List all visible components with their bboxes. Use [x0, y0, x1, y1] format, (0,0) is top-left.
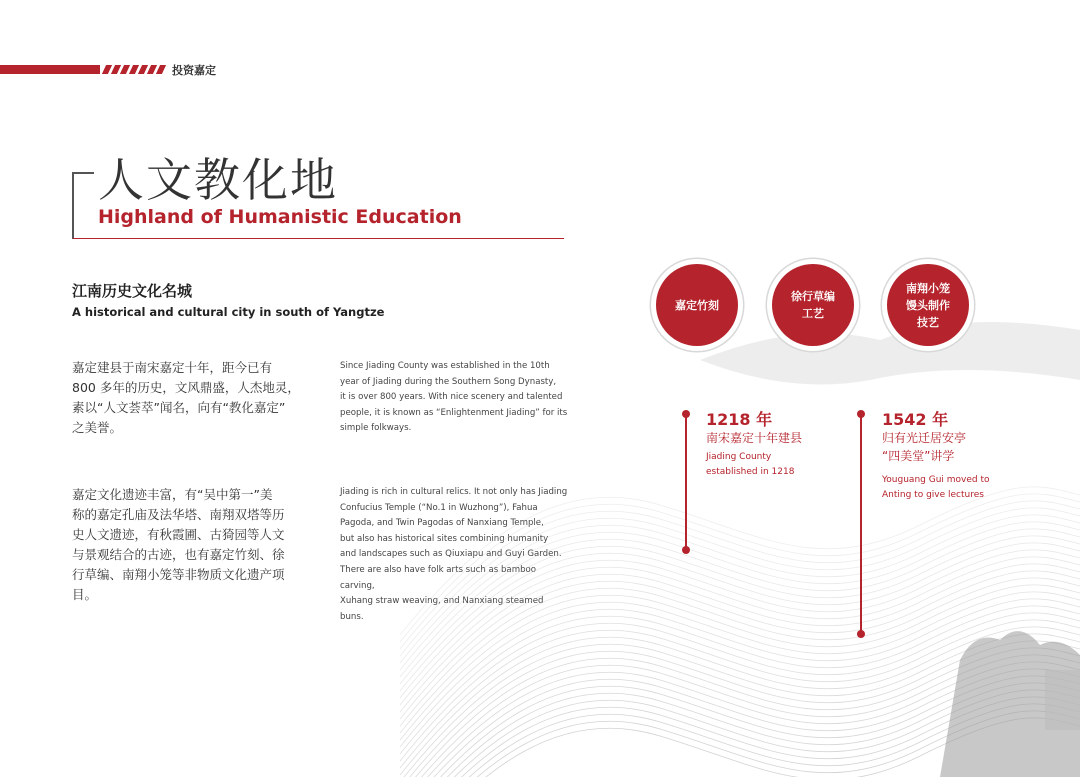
text-line: 嘉定文化遗迹丰富，有“吴中第一”美	[72, 487, 273, 502]
wave-landscape-graphic	[400, 300, 1080, 777]
header-bar	[0, 65, 100, 74]
text-line: 南宋嘉定十年建县	[706, 431, 803, 445]
timeline-dot-bottom	[682, 546, 690, 554]
wave-line	[400, 501, 1080, 649]
text-line: Anting to give lectures	[882, 490, 984, 500]
timeline-year: 1218 年	[706, 410, 773, 429]
timeline-dot-bottom	[857, 630, 865, 638]
text-line: 目。	[72, 587, 98, 602]
text-line: 行草编、南翔小笼等非物质文化遗产项	[72, 567, 285, 582]
header-label: 投资嘉定	[172, 64, 216, 77]
text-line: 史人文遗迹，有秋霞圃、古猗园等人文	[72, 527, 285, 542]
timeline-desc-cn	[706, 429, 802, 447]
timeline-year: 1542 年	[882, 410, 949, 429]
wave-line	[400, 494, 1080, 642]
text-line: Confucius Temple (“No.1 in Wuzhong”), Fahua	[340, 502, 538, 513]
text-line: 归有光迁居安亭	[882, 431, 967, 445]
heritage-circle-steamed-buns	[887, 264, 969, 346]
text-line: but also has historical sites combining humanity	[340, 533, 549, 544]
building-silhouette-graphic	[1045, 670, 1080, 730]
section-title-en: A historical and cultural city in south of Yangtze	[72, 305, 385, 319]
text-line: 素以“人文荟萃”闻名，向有“教化嘉定”	[72, 400, 286, 415]
circle-line: 嘉定竹刻	[675, 298, 719, 312]
timeline-line	[860, 414, 862, 634]
circle-line: 馒头制作	[906, 298, 950, 312]
title-frame-cap	[72, 172, 94, 174]
heritage-circle-bamboo-carving	[656, 264, 738, 346]
text-line: 与景观结合的古迹，也有嘉定竹刻、徐	[72, 547, 285, 562]
paragraph-1-cn	[72, 358, 300, 438]
text-line: Jiading County	[706, 452, 772, 462]
text-line: it is over 800 years. With nice scenery and talented	[340, 392, 563, 403]
text-line: Youguang Gui moved to	[882, 475, 990, 485]
text-line: Since Jiading County was established in the 10th	[340, 361, 550, 371]
heritage-circle-straw-weaving	[772, 264, 854, 346]
text-line: established in 1218	[706, 467, 795, 477]
wave-line	[400, 487, 1080, 635]
text-line: 称的嘉定孔庙及法华塔、南翔双塔等历	[72, 507, 285, 522]
circle-line: 徐行草编	[791, 290, 835, 303]
circle-line: 南翔小笼	[906, 281, 950, 295]
text-line: 之美誉。	[72, 420, 123, 435]
timeline-line	[685, 414, 687, 550]
section-title-cn: 江南历史文化名城	[72, 282, 193, 300]
text-line: 嘉定建县于南宋嘉定十年，距今已有	[72, 360, 273, 375]
text-line: simple folkways.	[340, 423, 412, 434]
text-line: “四美堂”讲学	[882, 449, 955, 463]
page-title-en: Highland of Humanistic Education	[98, 206, 462, 228]
text-line: There are also have folk arts such as bamboo carving,	[340, 564, 537, 591]
timeline-desc-en	[882, 473, 990, 503]
text-line: Pagoda, and Twin Pagodas of Nanxiang Temple,	[340, 518, 544, 529]
circle-line: 技艺	[917, 315, 939, 329]
text-line: Xuhang straw weaving, and Nanxiang steamed buns.	[340, 596, 544, 622]
text-line: Jiading is rich in cultural relics. It not only has Jiading	[340, 487, 568, 497]
text-line: year of Jiading during the Southern Song Dynasty,	[340, 376, 557, 387]
wave-line	[400, 508, 1080, 656]
text-line: people, it is known as “Enlightenment Jiading” for its	[340, 407, 568, 418]
header-stripes	[104, 65, 164, 74]
paragraph-2-cn	[72, 485, 300, 605]
timeline-desc-cn	[882, 429, 966, 465]
page-title-cn: 人文教化地	[98, 153, 338, 207]
circle-line: 工艺	[802, 307, 824, 320]
timeline-desc-en	[706, 450, 794, 480]
text-line: 800 多年的历史，文风鼎盛，人杰地灵，	[72, 380, 300, 395]
text-line: and landscapes such as Qiuxiapu and Guyi Garden.	[340, 549, 562, 560]
